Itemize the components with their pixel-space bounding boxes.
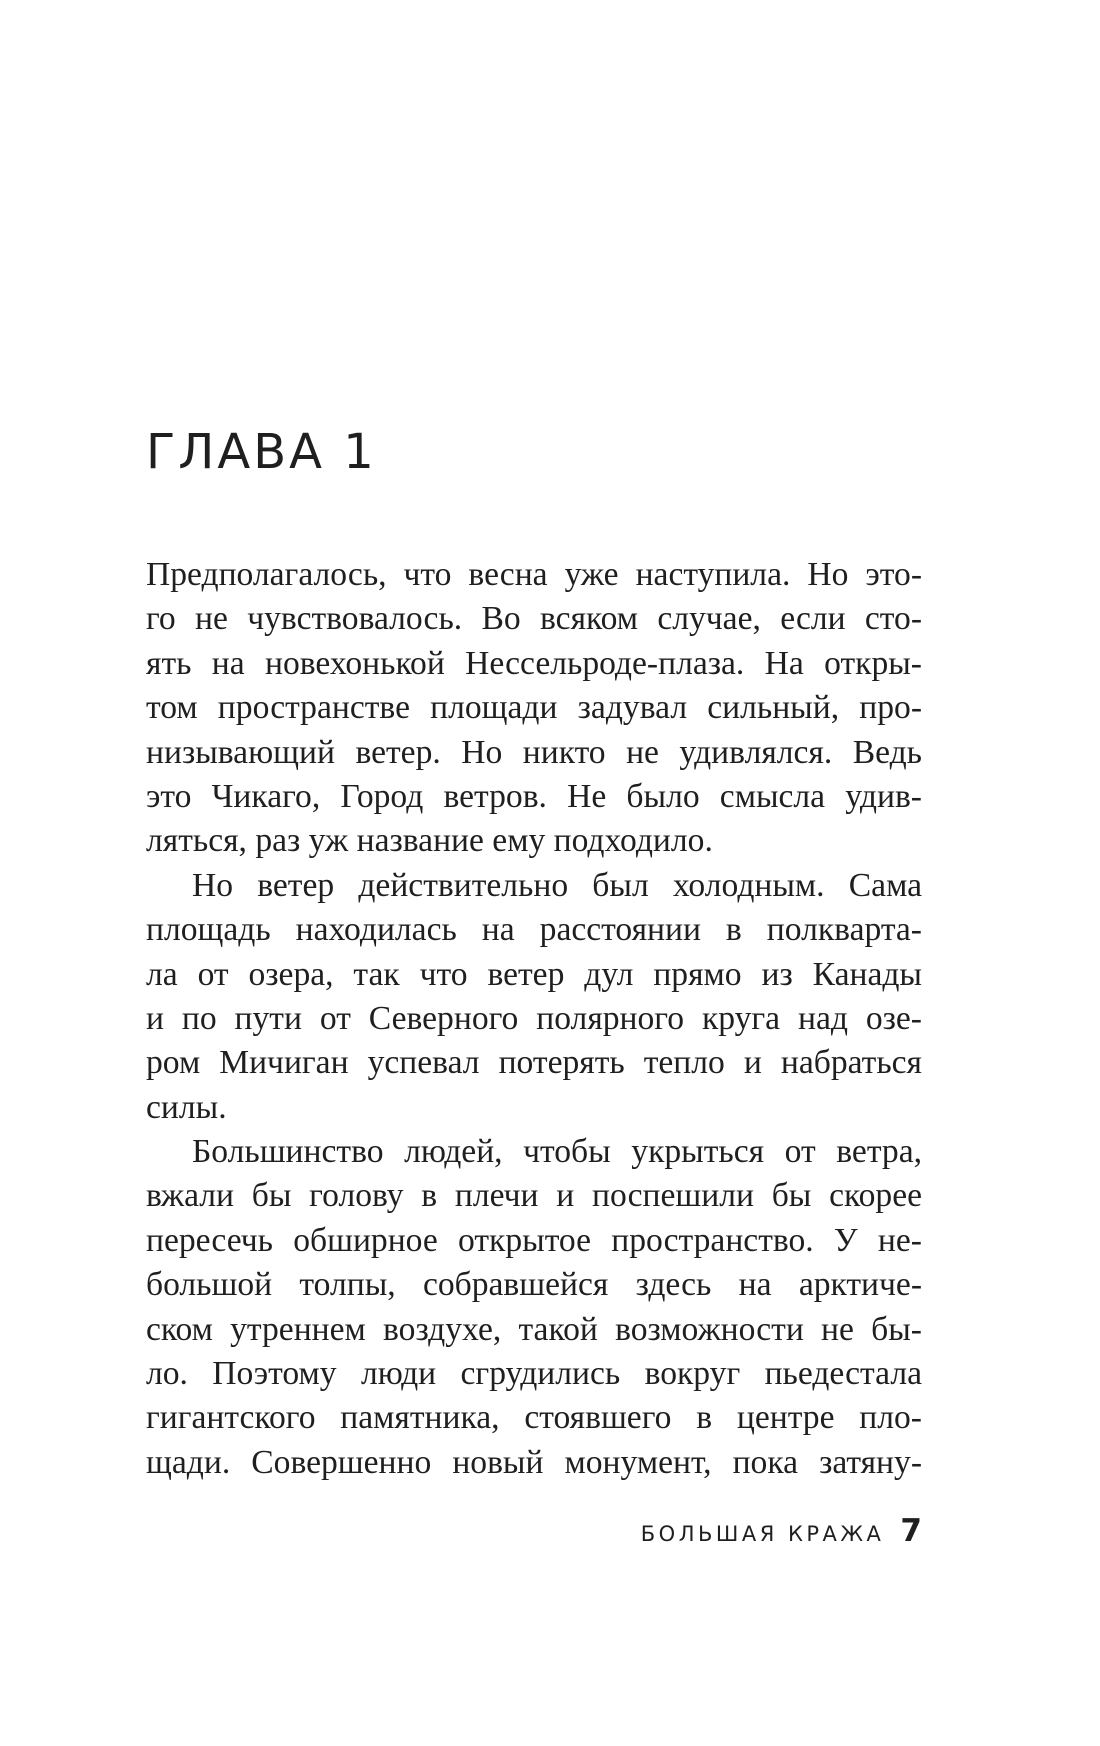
text-line: ла от озера, так что ветер дул прямо из Канады [146,955,922,993]
chapter-title: ГЛАВА 1 [146,424,377,480]
page-number: 7 [900,1513,922,1549]
text-line: гигантского памятника, стоявшего в центре пло- [146,1399,922,1437]
text-line: площадь находилась на расстоянии в полкварта- [146,911,922,949]
text-line: ляться, раз уж название ему подходило. [146,822,713,860]
text-line: го не чувствовалось. Во всяком случае, если сто- [146,600,922,638]
text-line: ять на новехонькой Нессельроде-плаза. На откры- [146,644,922,682]
text-line: и по пути от Северного полярного круга над озе- [146,999,922,1037]
text-line: Но ветер действительно был холодным. Сама [192,866,922,904]
text-line: пересечь обширное открытое пространство. У не- [146,1221,922,1259]
text-line: том пространстве площади задувал сильный, про- [146,689,922,727]
text-line: ло. Поэтому люди сгрудились вокруг пьедестала [146,1355,922,1393]
running-head: БОЛЬШАЯ КРАЖА [640,1522,885,1546]
text-line: низывающий ветер. Но никто не удивлялся. Ведь [146,733,922,771]
text-line: силы. [146,1088,227,1126]
text-line: щади. Совершенно новый монумент, пока затяну- [146,1443,922,1481]
text-line: большой толпы, собравшейся здесь на арктиче- [146,1266,922,1304]
text-line: это Чикаго, Город ветров. Не было смысла удив- [146,777,922,815]
text-line: ском утреннем воздухе, такой возможности не бы- [146,1310,922,1348]
text-line: ром Мичиган успевал потерять тепло и набраться [146,1044,922,1082]
text-line: Предполагалось, что весна уже наступила. Но это- [146,556,922,593]
text-line: вжали бы голову в плечи и поспешили бы скорее [146,1177,922,1215]
body-text [146,553,922,1485]
page-footer [640,1513,922,1549]
text-line: Большинство людей, чтобы укрыться от ветра, [192,1133,922,1171]
